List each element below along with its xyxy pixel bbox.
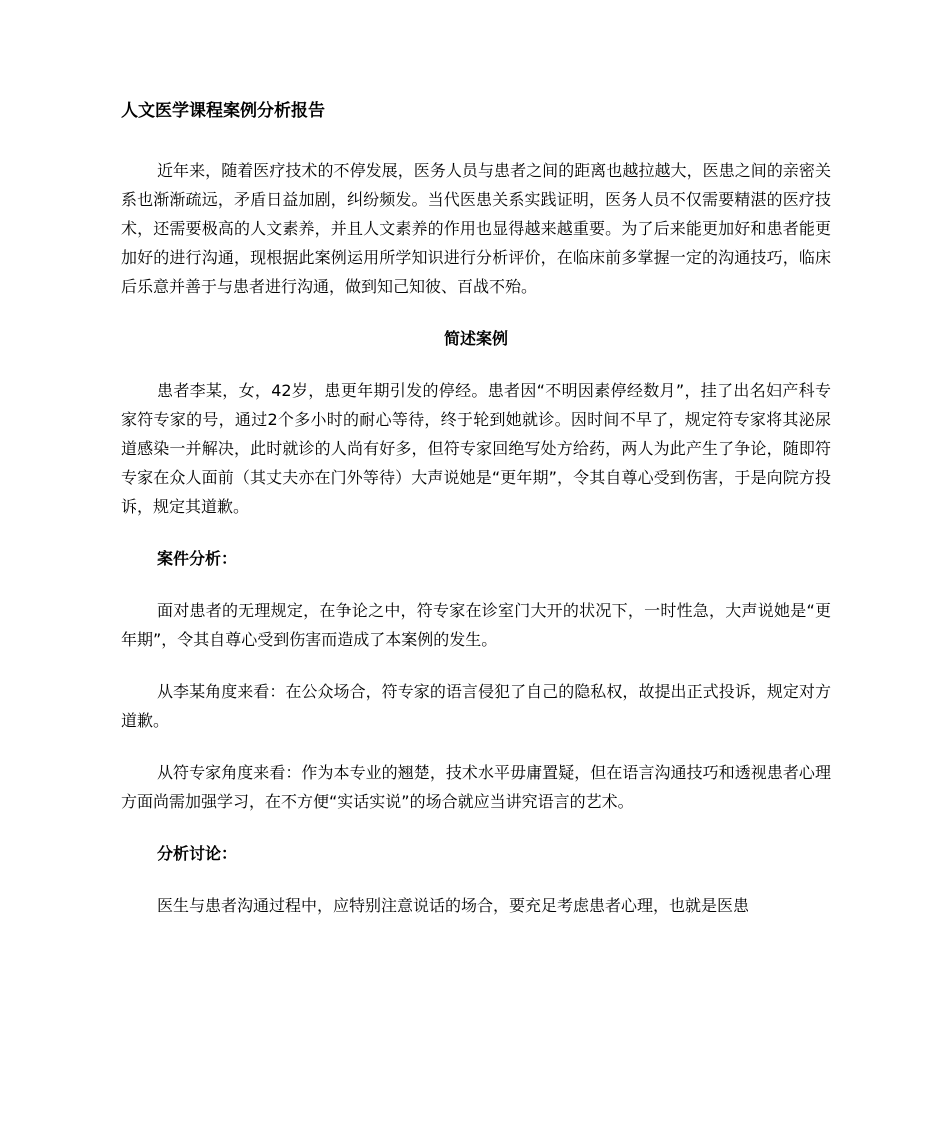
analysis-paragraph-1: 面对患者的无理规定，在争论之中，符专家在诊室门大开的状况下，一时性急，大声说她是“更年期”，令其自尊心受到伤害而造成了本案例的发生。: [121, 601, 831, 649]
discussion-heading: 分析讨论：: [157, 844, 238, 863]
intro-paragraph: 近年来，随着医疗技术的不停发展，医务人员与患者之间的距离也越拉越大，医患之间的亲密关系也渐渐疏远，矛盾日益加剧，纠纷频发。当代医患关系实践证明，医务人员不仅需要精湛的医疗技术，还需要极高的人文素养，并且人文素养的作用也显得越来越重要。为了后来能更加好和患者能更加好的进行沟通，现根据此案例运用所学知识进行分析评价，在临床前多掌握一定的沟通技巧，临床后乐意并善于与患者进行沟通，做到知己知彼、百战不殆。: [121, 161, 831, 296]
document-title: 人文医学课程案例分析报告: [121, 101, 325, 121]
case-heading: 简述案例: [443, 329, 508, 348]
discussion-paragraph-1: 医生与患者沟通过程中，应特别注意说话的场合，要充足考虑患者心理，也就是医患: [157, 896, 750, 915]
analysis-heading: 案件分析：: [157, 549, 238, 568]
analysis-paragraph-3: 从符专家角度来看：作为本专业的翘楚，技术水平毋庸置疑，但在语言沟通技巧和透视患者心理方面尚需加强学习，在不方便“实话实说”的场合就应当讲究语言的艺术。: [121, 763, 831, 811]
document-page: [121, 96, 831, 943]
case-paragraph: 患者李某，女，42岁，患更年期引发的停经。患者因“不明因素停经数月”，挂了出名妇产科专家符专家的号，通过2个多小时的耐心等待，终于轮到她就诊。因时间不早了，规定符专家将其泌尿道感染一并解决，此时就诊的人尚有好多，但符专家回绝写处方给药，两人为此产生了争论，随即符专家在众人面前（其丈夫亦在门外等待）大声说她是“更年期”，令其自尊心受到伤害，于是向院方投诉，规定其道歉。: [121, 381, 831, 516]
analysis-paragraph-2: 从李某角度来看：在公众场合，符专家的语言侵犯了自己的隐私权，故提出正式投诉，规定对方道歉。: [121, 682, 831, 730]
